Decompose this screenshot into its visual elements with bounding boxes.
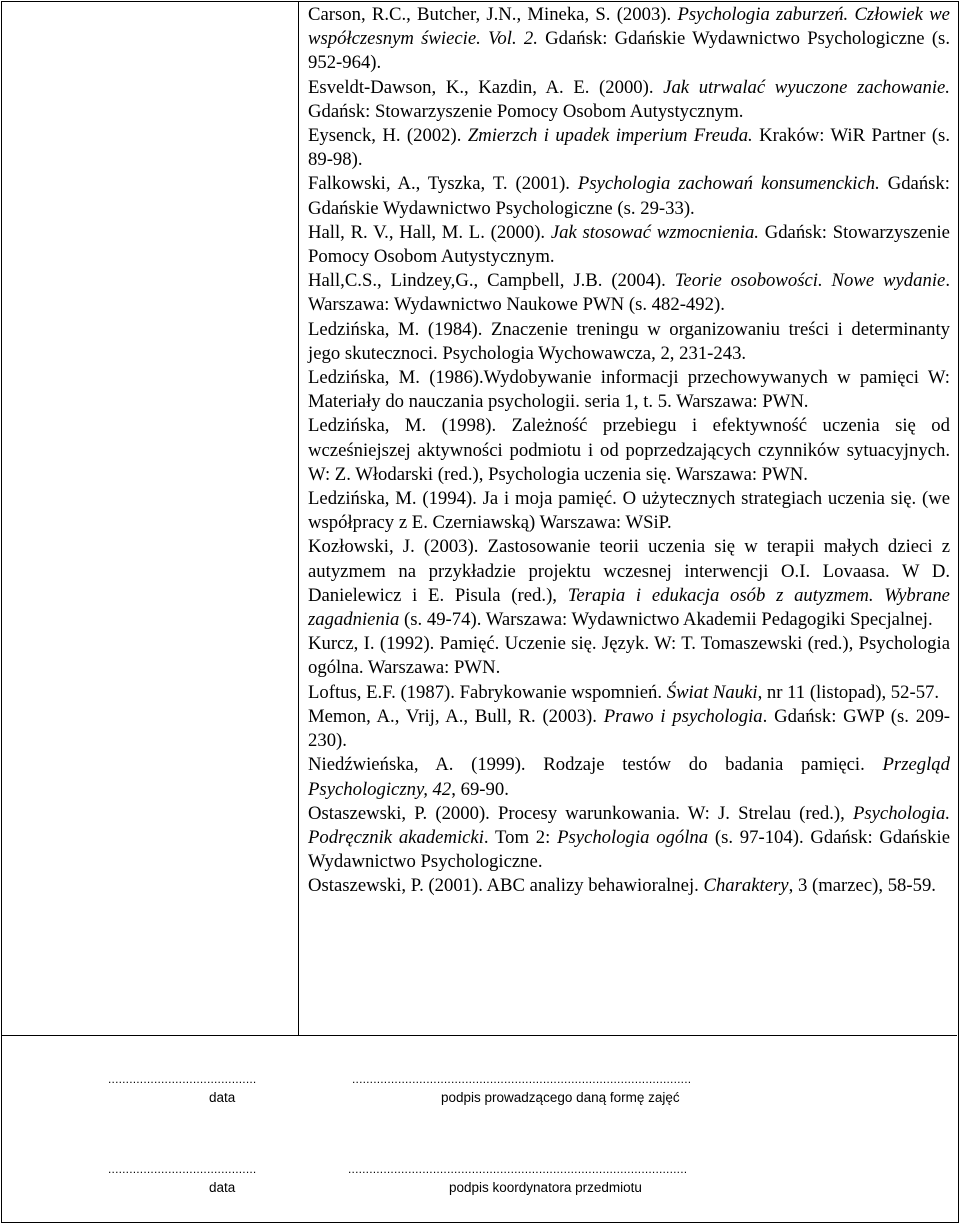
- bibliography-entry: [308, 3, 950, 76]
- entry-title-italic: Charaktery: [703, 875, 789, 897]
- entry-text: Ostaszewski, P. (2000). Procesy warunkowania. W: J. Strelau (red.),: [308, 802, 853, 824]
- column-divider: [298, 1, 299, 1035]
- bibliography-entry: [308, 318, 950, 366]
- entry-text: Loftus, E.F. (1987). Fabrykowanie wspomnień.: [308, 681, 667, 703]
- entry-text: , 3 (marzec), 58-59.: [788, 875, 936, 897]
- entry-text: (s. 49-74). Warszawa: Wydawnictwo Akademii Pedagogiki Specjalnej.: [399, 609, 933, 631]
- bibliography-entry: [308, 632, 950, 680]
- entry-text: . Tom 2:: [483, 826, 558, 848]
- entry-title-italic: Psychologia ogólna: [557, 826, 709, 848]
- entry-text: Kraków: WiR Partner (s. 89-98).: [308, 125, 951, 171]
- entry-title-italic: Świat Nauki: [666, 681, 758, 703]
- entry-text: Hall, R. V., Hall, M. L. (2000).: [308, 221, 551, 243]
- bibliography-entry: [308, 681, 950, 705]
- date-line-2[interactable]: ..........................................: [108, 1162, 257, 1176]
- bibliography-entry: [308, 76, 950, 124]
- entry-text: Gdańsk: Gdańskie Wydawnictwo Psychologiczne (s. 29-33).: [308, 173, 950, 219]
- entry-text: Kozłowski, J. (2003). Zastosowanie teorii uczenia się w terapii małych dzieci z autyzmem na przykładzie projektu wczesnej interwencji O.I. Lovaasa. W D. Danielewicz i E. Pisula (red.),: [308, 536, 950, 606]
- entry-title-italic: Psychologia zachowań konsumenckich.: [577, 173, 880, 195]
- entry-text: Memon, A., Vrij, A., Bull, R. (2003).: [308, 705, 604, 727]
- bibliography-entry: [308, 124, 950, 172]
- entry-text: Gdańsk: Stowarzyszenie Pomocy Osobom Autystycznym.: [308, 100, 744, 122]
- entry-text: (s. 97-104). Gdańsk: Gdańskie Wydawnictwo Psychologiczne.: [308, 826, 951, 873]
- signature-line-coordinator[interactable]: ................................................................................................: [348, 1162, 688, 1176]
- entry-text: Ledzińska, M. (1986).Wydobywanie informacji przechowywanych w pamięci W: Materiały do nauczania psychologii. seria 1, t. 5. Warszawa: PWN.: [308, 367, 950, 413]
- entry-text: , 69-90.: [451, 778, 509, 800]
- entry-text: Eysenck, H. (2002).: [308, 125, 468, 147]
- entry-text: , nr 11 (listopad), 52-57.: [757, 681, 940, 703]
- date-label-1: data: [209, 1090, 236, 1105]
- entry-title-italic: Prawo i psychologia: [603, 705, 763, 727]
- bibliography-entry: [308, 269, 950, 317]
- entry-title-italic: Terapia i edukacja osób z autyzmem. Wybrane zagadnienia: [308, 584, 950, 631]
- entry-text: Ledzińska, M. (1998). Zależność przebiegu i efektywność uczenia się od wcześniejszej aktywności podmiotu i od poprzedzających czynników sytuacyjnych. W: Z. Włodarski (red.), Psychologia uczenia się. Warszawa: PWN.: [308, 415, 950, 485]
- entry-title-italic: Psychologia. Podręcznik akademicki: [308, 802, 950, 848]
- date-line-1[interactable]: ..........................................: [108, 1072, 257, 1086]
- entry-text: Ledzińska, M. (1984). Znaczenie treningu w organizowaniu treści i determinanty jego skutecznoci. Psychologia Wychowawcza, 2, 231-243.: [308, 318, 950, 364]
- entry-title-italic: Jak stosować wzmocnienia.: [550, 221, 759, 243]
- bibliography-entry: [308, 535, 950, 632]
- date-label-2: data: [209, 1180, 236, 1195]
- entry-title-italic: Jak utrwalać wyuczone zachowanie.: [663, 76, 950, 98]
- signature-line-instructor[interactable]: ................................................................................................: [352, 1072, 692, 1086]
- bibliography-entry: [308, 366, 950, 414]
- entry-text: Hall,C.S., Lindzey,G., Campbell, J.B. (2004).: [308, 270, 675, 292]
- bibliography-entry: [308, 802, 950, 875]
- bibliography-entry: [308, 414, 950, 487]
- bibliography-list: [308, 3, 950, 899]
- bibliography-entry: [308, 487, 950, 535]
- entry-title-italic: Teorie osobowości. Nowe wydanie: [674, 270, 946, 292]
- bibliography-entry: [308, 221, 950, 269]
- bibliography-entry: [308, 753, 950, 801]
- entry-text: Esveldt-Dawson, K., Kazdin, A. E. (2000).: [308, 76, 664, 98]
- entry-text: Kurcz, I. (1992). Pamięć. Uczenie się. Język. W: T. Tomaszewski (red.), Psychologia ogólna. Warszawa: PWN.: [308, 633, 950, 679]
- entry-text: . Gdańsk: GWP (s. 209-230).: [308, 705, 951, 752]
- bibliography-entry: [308, 172, 950, 220]
- signature-label-coordinator: podpis koordynatora przedmiotu: [449, 1180, 642, 1195]
- table-bottom-border: [1, 1035, 957, 1036]
- entry-text: Falkowski, A., Tyszka, T. (2001).: [308, 173, 578, 195]
- entry-text: Gdańsk: Gdańskie Wydawnictwo Psychologiczne (s. 952-964).: [308, 28, 950, 74]
- entry-title-italic: Psychologia zaburzeń. Człowiek we współczesnym świecie. Vol. 2.: [308, 4, 950, 50]
- entry-text: Ledzińska, M. (1994). Ja i moja pamięć. O użytecznych strategiach uczenia się. (we współpracy z E. Czerniawską) Warszawa: WSiP.: [308, 488, 950, 534]
- bibliography-entry: [308, 874, 950, 898]
- signature-label-instructor: podpis prowadzącego daną formę zajęć: [441, 1090, 680, 1105]
- entry-text: Carson, R.C., Butcher, J.N., Mineka, S. (2003).: [308, 4, 678, 25]
- entry-title-italic: Zmierzch i upadek imperium Freuda.: [467, 125, 753, 147]
- entry-text: . Warszawa: Wydawnictwo Naukowe PWN (s. 482-492).: [308, 270, 950, 316]
- entry-text: Gdańsk: Stowarzyszenie Pomocy Osobom Autystycznym.: [308, 221, 950, 268]
- entry-text: Niedźwieńska, A. (1999). Rodzaje testów do badania pamięci.: [308, 754, 883, 776]
- entry-title-italic: Przegląd Psychologiczny, 42: [308, 754, 950, 800]
- entry-text: Ostaszewski, P. (2001). ABC analizy behawioralnej.: [308, 875, 704, 897]
- bibliography-entry: [308, 705, 950, 753]
